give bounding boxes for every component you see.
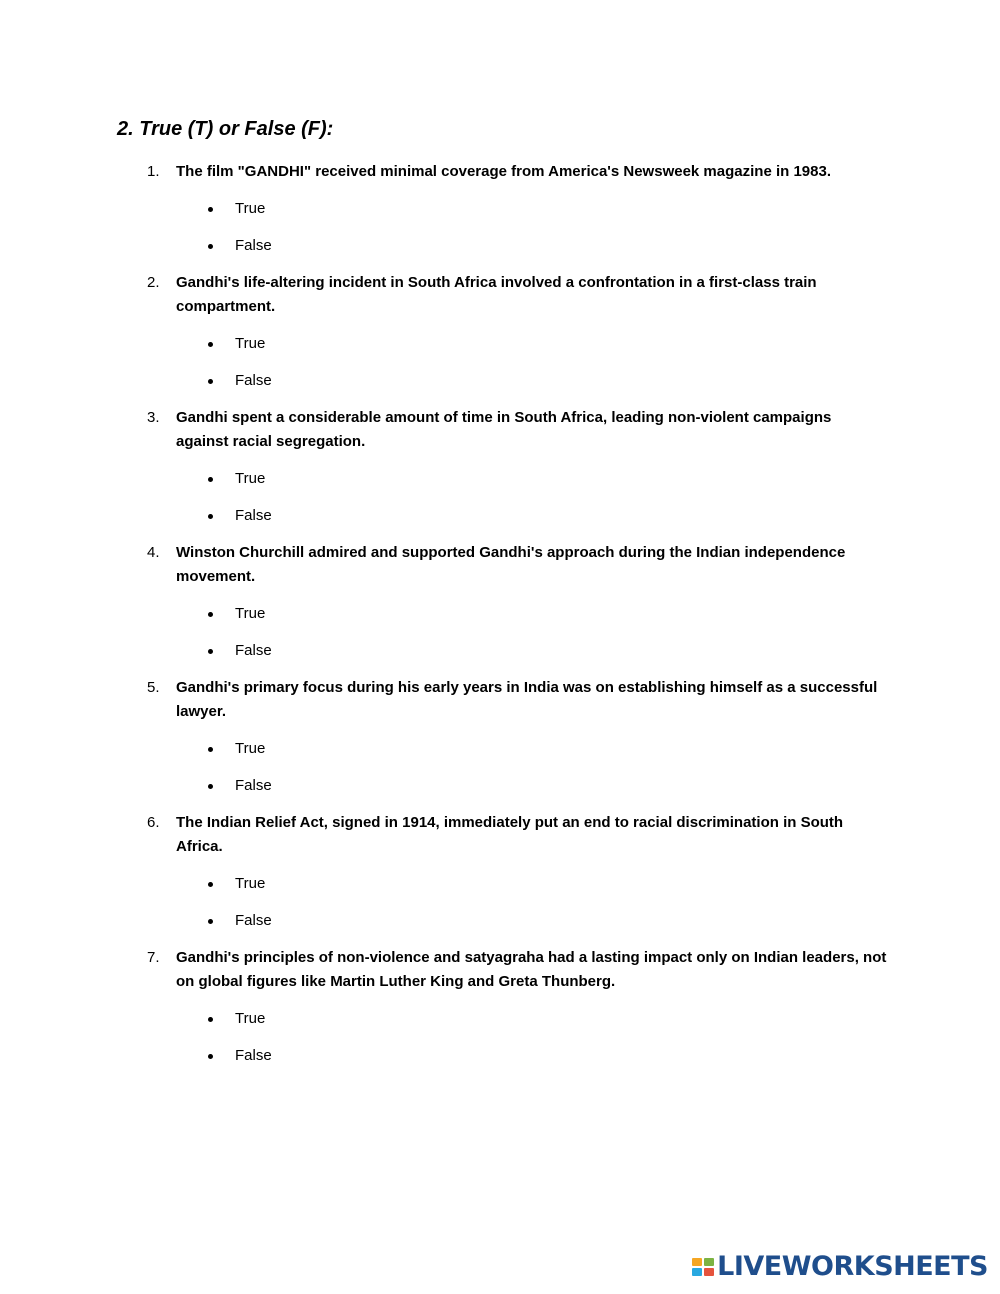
- question-number: 3.: [147, 409, 160, 426]
- question-number: 2.: [147, 274, 160, 291]
- bullet-icon: [208, 612, 213, 617]
- answer-option-label: False: [235, 372, 272, 389]
- answer-options: [176, 737, 887, 798]
- logo-mark-cell: [704, 1268, 714, 1276]
- answer-option-label: True: [235, 740, 266, 757]
- answer-option-false[interactable]: [176, 774, 887, 798]
- question-text: Gandhi spent a considerable amount of time in South Africa, leading non-violent campaigns against racial segregation.: [176, 409, 832, 450]
- answer-option-false[interactable]: [176, 504, 887, 528]
- answer-options: [176, 467, 887, 528]
- question-text: Gandhi's life-altering incident in South Africa involved a confrontation in a first-class train compartment.: [176, 274, 817, 315]
- answer-option-label: True: [235, 200, 266, 217]
- question-item: [147, 811, 887, 933]
- bullet-icon: [208, 882, 213, 887]
- logo-mark-icon: [692, 1258, 714, 1276]
- question-text: The Indian Relief Act, signed in 1914, immediately put an end to racial discrimination in South Africa.: [176, 814, 844, 855]
- answer-option-true[interactable]: [176, 332, 887, 356]
- answer-option-label: False: [235, 237, 272, 254]
- question-item: [147, 160, 887, 258]
- answer-option-label: True: [235, 605, 266, 622]
- answer-option-false[interactable]: [176, 369, 887, 393]
- question-item: [147, 946, 887, 1068]
- question-item: [147, 541, 887, 663]
- answer-option-label: True: [235, 335, 266, 352]
- answer-option-false[interactable]: [176, 909, 887, 933]
- logo-mark-cell: [692, 1268, 702, 1276]
- answer-options: [176, 197, 887, 258]
- question-number: 7.: [147, 949, 160, 966]
- answer-option-label: True: [235, 1010, 266, 1027]
- answer-option-true[interactable]: [176, 602, 887, 626]
- logo-mark-cell: [692, 1258, 702, 1266]
- answer-option-true[interactable]: [176, 872, 887, 896]
- answer-option-label: False: [235, 777, 272, 794]
- bullet-icon: [208, 244, 213, 249]
- section-title: 2. True (T) or False (F):: [117, 118, 334, 140]
- answer-option-true[interactable]: [176, 197, 887, 221]
- answer-option-false[interactable]: [176, 639, 887, 663]
- logo-text: LIVEWORKSHEETS: [717, 1251, 988, 1282]
- question-item: [147, 676, 887, 798]
- bullet-icon: [208, 342, 213, 347]
- answer-option-label: False: [235, 1047, 272, 1064]
- answer-option-label: False: [235, 507, 272, 524]
- question-number: 6.: [147, 814, 160, 831]
- question-number: 4.: [147, 544, 160, 561]
- question-text: Gandhi's principles of non-violence and satyagraha had a lasting impact only on Indian leaders, not on global figures like Martin Luther King and Greta Thunberg.: [176, 949, 887, 990]
- answer-option-label: True: [235, 470, 266, 487]
- question-text: The film "GANDHI" received minimal coverage from America's Newsweek magazine in 1983.: [176, 163, 831, 180]
- liveworksheets-logo: [692, 1251, 988, 1282]
- question-number: 5.: [147, 679, 160, 696]
- question-text: Gandhi's primary focus during his early years in India was on establishing himself as a successful lawyer.: [176, 679, 878, 720]
- question-list: [147, 160, 887, 1081]
- logo-mark-cell: [704, 1258, 714, 1266]
- bullet-icon: [208, 649, 213, 654]
- bullet-icon: [208, 379, 213, 384]
- bullet-icon: [208, 784, 213, 789]
- bullet-icon: [208, 477, 213, 482]
- answer-option-false[interactable]: [176, 1044, 887, 1068]
- bullet-icon: [208, 514, 213, 519]
- answer-option-true[interactable]: [176, 1007, 887, 1031]
- answer-options: [176, 602, 887, 663]
- answer-option-false[interactable]: [176, 234, 887, 258]
- bullet-icon: [208, 919, 213, 924]
- answer-option-label: False: [235, 642, 272, 659]
- question-number: 1.: [147, 163, 160, 180]
- answer-option-label: False: [235, 912, 272, 929]
- question-text: Winston Churchill admired and supported Gandhi's approach during the Indian independence movement.: [176, 544, 846, 585]
- question-item: [147, 406, 887, 528]
- answer-options: [176, 1007, 887, 1068]
- answer-option-true[interactable]: [176, 737, 887, 761]
- bullet-icon: [208, 1054, 213, 1059]
- question-item: [147, 271, 887, 393]
- answer-options: [176, 872, 887, 933]
- bullet-icon: [208, 747, 213, 752]
- answer-option-true[interactable]: [176, 467, 887, 491]
- answer-options: [176, 332, 887, 393]
- answer-option-label: True: [235, 875, 266, 892]
- bullet-icon: [208, 1017, 213, 1022]
- bullet-icon: [208, 207, 213, 212]
